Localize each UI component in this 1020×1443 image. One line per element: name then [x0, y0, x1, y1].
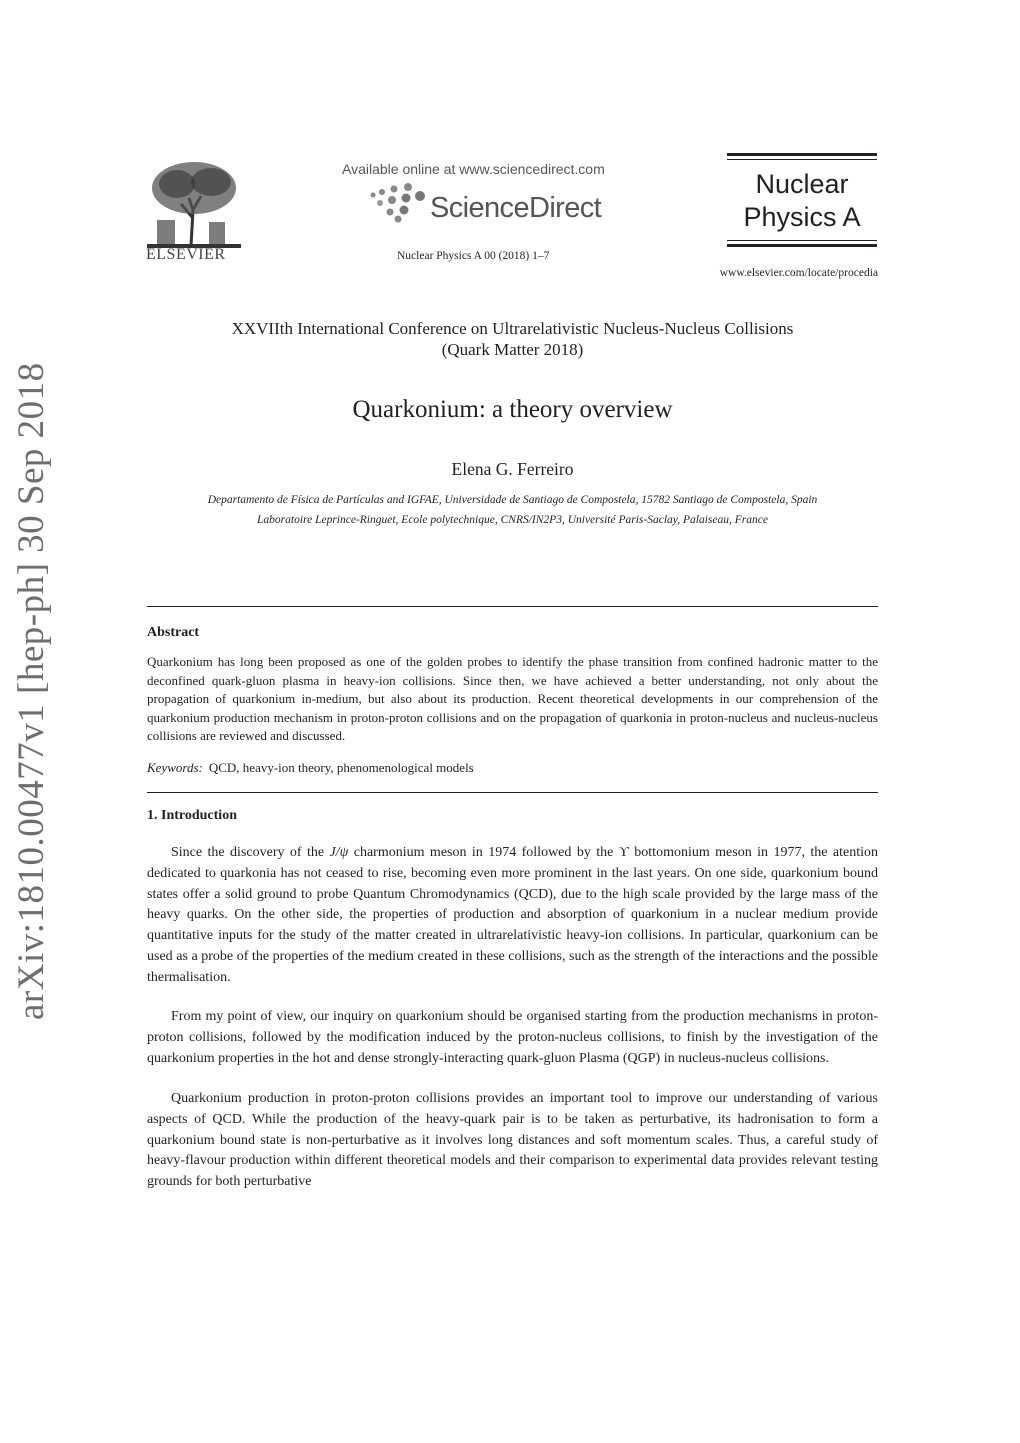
- journal-url[interactable]: www.elsevier.com/locate/procedia: [719, 267, 878, 279]
- keywords-text: QCD, heavy-ion theory, phenomenological models: [208, 760, 474, 775]
- journal-citation: Nuclear Physics A 00 (2018) 1–7: [397, 250, 550, 262]
- journal-rule-bottom-thick: [727, 244, 877, 247]
- intro-paragraph-2: From my point of view, our inquiry on quarkonium should be organised starting from the production mechanisms in proton-proton collisions, followed by the modification induced by the proton-nucleus collisions, to finish by the investigation of the quarkonium properties in the hot and dense strongly-interacting quark-gluon Plasma (QGP) in nucleus-nucleus collisions.: [147, 1009, 878, 1066]
- section-heading-introduction: 1. Introduction: [147, 808, 237, 823]
- sciencedirect-wordmark: ScienceDirect: [430, 192, 602, 224]
- journal-title-box: [727, 153, 877, 247]
- journal-rule-bottom-thin: [727, 240, 877, 241]
- journal-rule-top-thick: [727, 153, 877, 156]
- sciencedirect-dots-icon: [368, 183, 428, 223]
- intro-p1-start: Since the discovery of the: [171, 845, 330, 860]
- abstract-text: Quarkonium has long been proposed as one of the golden probes to identify the phase transition from confined hadronic matter to the deconfined quark-gluon plasma in heavy-ion collisions. Since then, we have achieved a better understanding, not only about the propagation of quarkonium in-medium, but also about its production. Recent theoretical developments in our comprehension of the quarkonium production mechanism in proton-proton collisions and on the propagation of quarkonia in proton-nucleus and nucleus-nucleus collisions are reviewed and discussed.: [147, 654, 878, 744]
- keywords: [147, 760, 474, 776]
- keywords-label: Keywords:: [147, 760, 203, 775]
- intro-paragraph-1: [147, 843, 878, 989]
- journal-rule-top-thin: [727, 159, 877, 160]
- publisher-name: ELSEVIER: [146, 246, 226, 263]
- journal-name-line2: Physics A: [743, 202, 861, 232]
- conference-line2: (Quark Matter 2018): [441, 340, 584, 359]
- jpsi-symbol: J/ψ: [329, 845, 349, 860]
- affiliation-2: Laboratoire Leprince-Ringuet, Ecole polytechnique, CNRS/IN2P3, Université Paris-Saclay, Palaiseau, France: [257, 514, 768, 526]
- abstract-top-rule: [147, 606, 878, 607]
- available-online-text: Available online at www.sciencedirect.com: [342, 161, 605, 177]
- paper-title: Quarkonium: a theory overview: [352, 396, 673, 423]
- author-name: Elena G. Ferreiro: [451, 459, 574, 479]
- intro-p1-rest: charmonium meson in 1974 followed by the ϒ bottomonium meson in 1977, the atention dedicated to quarkonia has not ceased to rise, becoming even more prominent in the last years. On one side, quarkonium bound states offer a solid ground to probe Quantum Chromodynamics (QCD), due to the high scale provided by the large mass of the heavy quarks. On the other side, the properties of production and absorption of quarkonium in a nuclear medium provide quantitative inputs for the study of the matter created in ultrarelativistic heavy-ion collisions. In particular, quarkonium can be used as a probe of the properties of the medium created in these collisions, such as the strength of the interactions and the possible thermalisation.: [147, 845, 878, 985]
- conference-name: [147, 318, 878, 360]
- journal-name: [727, 168, 877, 234]
- elsevier-tree-logo: [147, 160, 241, 248]
- arxiv-stamp: arXiv:1810.00477v1 [hep-ph] 30 Sep 2018: [11, 362, 52, 1020]
- abstract-heading: Abstract: [147, 625, 200, 640]
- intro-paragraph-3: Quarkonium production in proton-proton collisions provides an important tool to improve our understanding of various aspects of QCD. While the production of the heavy-quark pair is to be taken as perturbative, its hadronisation to form a quarkonium bound state is non-perturbative as it involves long distances and soft momentum scales. Thus, a careful study of heavy-flavour production within different theoretical models and their comparison to experimental data provides relevant testing grounds for both perturbative: [147, 1091, 878, 1190]
- abstract-bottom-rule: [147, 792, 878, 793]
- affiliation-1: Departamento de Física de Partículas and IGFAE, Universidade de Santiago de Compostela, 15782 Santiago de Compostela, Spain: [207, 494, 818, 506]
- conference-line1: XXVIIth International Conference on Ultrarelativistic Nucleus-Nucleus Collisions: [231, 319, 794, 338]
- journal-name-line1: Nuclear: [755, 169, 849, 199]
